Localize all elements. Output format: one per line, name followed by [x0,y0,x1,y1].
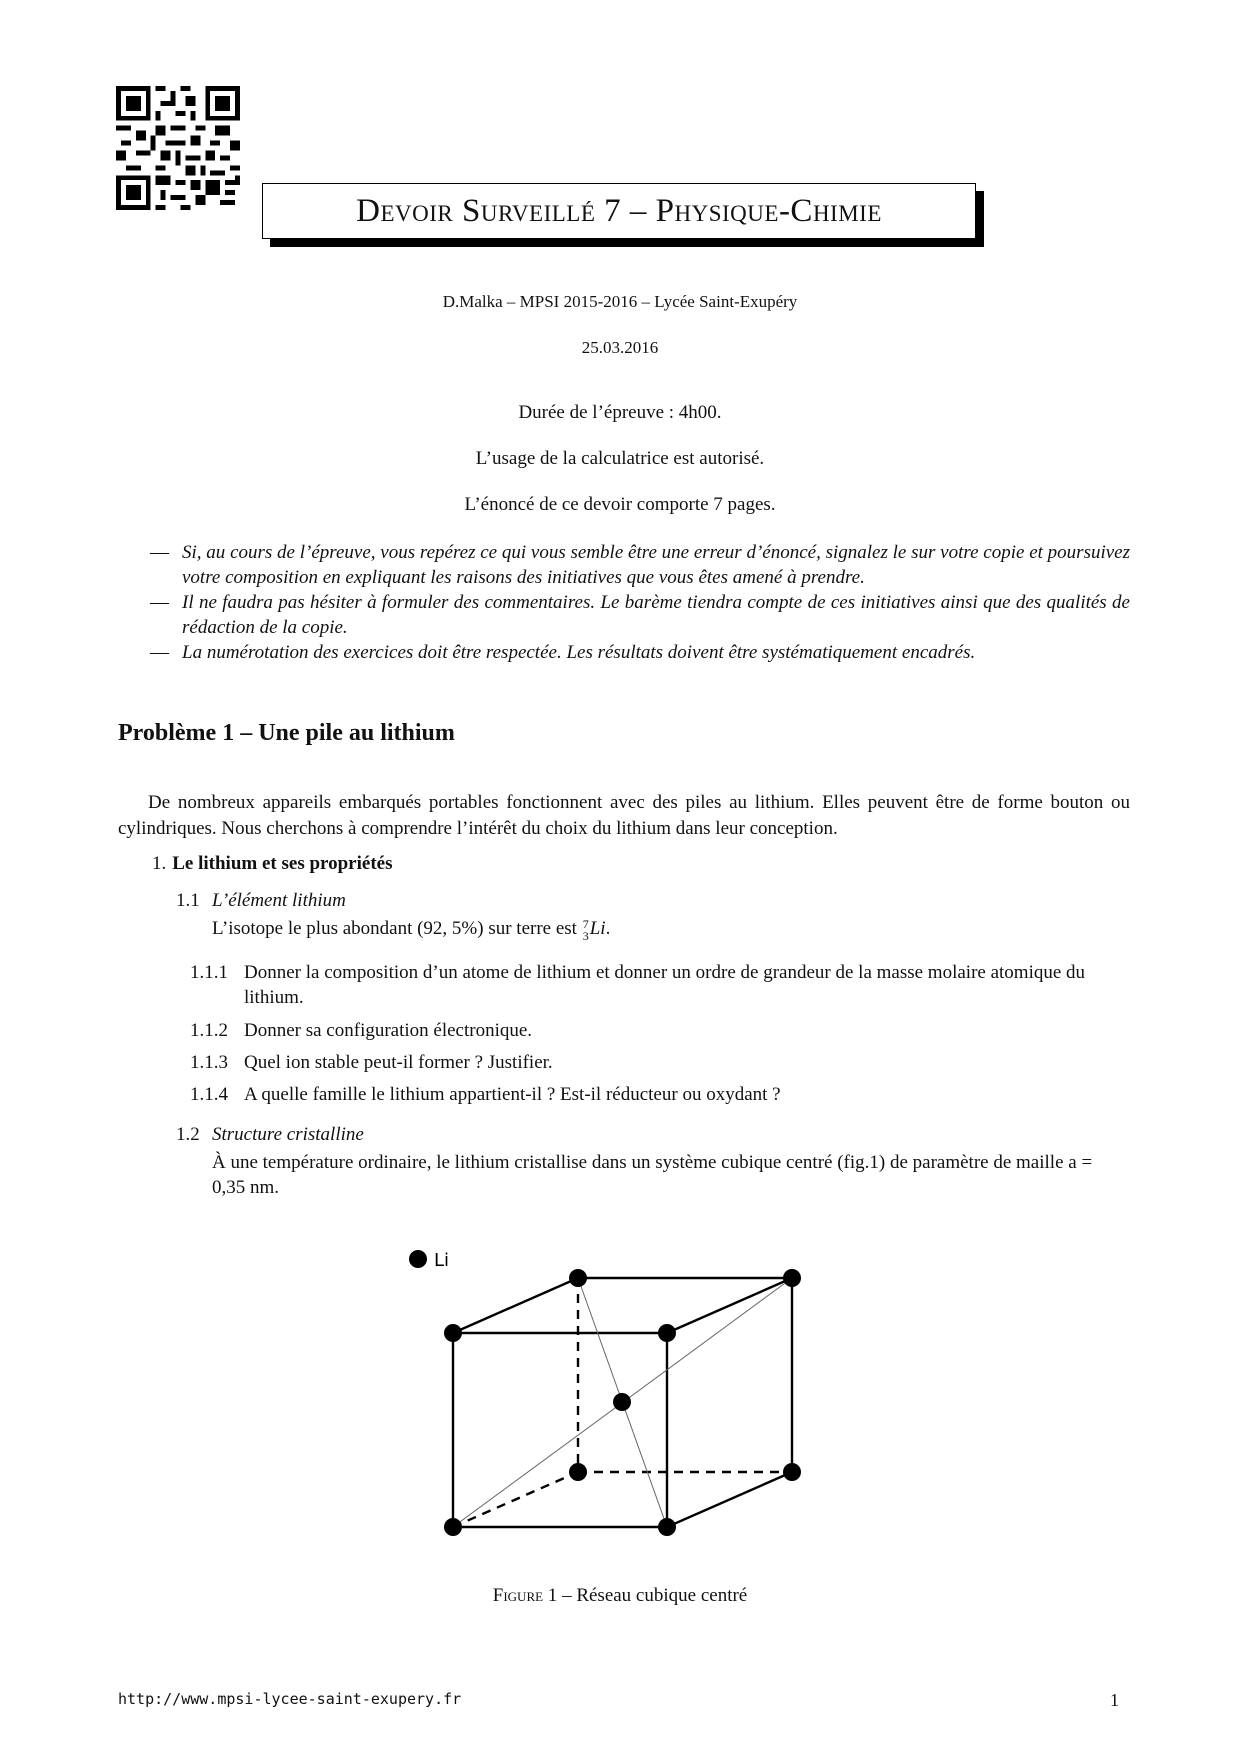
problem-title: Problème 1 – Une pile au lithium [118,720,455,746]
part1-number: 1. [152,853,167,874]
question-item [190,1018,1130,1043]
duration-text: Durée de l’épreuve : 4h00. [518,402,722,423]
mass-number: 7 [582,916,589,931]
question-number: 1.1.4 [190,1084,228,1105]
figure-caption-label: Figure 1 [492,1585,558,1606]
structure-text: À une température ordinaire, le lithium cristallise dans un système cubique centré (fig.1) de paramètre de maille a = 0,35 nm. [212,1152,1093,1198]
instruction-item: — La numérotation des exercices doit être respectée. Les résultats doivent être systématiquement encadrés. [150,640,1130,665]
isotope-text: L’isotope le plus abondant (92, 5%) sur terre est [212,918,582,939]
isotope-numbers [583,918,589,942]
isotope-symbol: Li [589,918,606,939]
footer-url[interactable]: http://www.mpsi-lycee-saint-exupery.fr [118,1690,462,1708]
qr-code-icon [116,86,240,210]
question-item [190,1082,1130,1107]
section-1-1-heading [176,890,346,912]
isotope-end: . [605,918,611,939]
question-number: 1.1.2 [190,1020,228,1041]
problem-intro: De nombreux appareils embarqués portables fonctionnent avec des piles au lithium. Elles peuvent être de forme bouton ou cylindriques. Nous cherchons à comprendre l’intérêt du choix du lithium dans leur conception. [118,792,1130,839]
section-1-1-title: L’élément lithium [212,890,346,911]
legend-label: Li [434,1250,450,1271]
question-number: 1.1.3 [190,1052,228,1073]
question-text: Donner la composition d’un atome de lithium et donner un ordre de grandeur de la masse molaire atomique du lithium. [244,962,1086,1008]
figure-caption [0,1585,1240,1607]
bcc-lattice-diagram [400,1240,820,1540]
pages-text: L’énoncé de ce devoir comporte 7 pages. [464,494,776,515]
page-number: 1 [1110,1690,1119,1710]
instruction-list [150,540,1130,665]
question-item [190,960,1130,1010]
instruction-item: — Il ne faudra pas hésiter à formuler des commentaires. Le barème tiendra compte de ces initiatives ainsi que des qualités de rédaction de la copie. [150,590,1130,640]
page-title: Devoir Surveillé 7 – Physique-Chimie [262,183,976,239]
section-1-2-heading [176,1124,364,1146]
figure-caption-text: – Réseau cubique centré [557,1585,748,1606]
question-text: Quel ion stable peut-il former ? Justifier. [244,1052,553,1073]
exam-date: 25.03.2016 [581,338,659,357]
isotope-sentence [212,916,610,942]
atomic-number: 3 [582,928,589,943]
part1-title: Le lithium et ses propriétés [172,853,393,874]
question-number: 1.1.1 [190,962,228,983]
section-1-1-number: 1.1 [176,890,200,911]
author-line: D.Malka – MPSI 2015-2016 – Lycée Saint-Exupéry [442,292,798,311]
title-frame [262,183,976,239]
calculator-text: L’usage de la calculatrice est autorisé. [475,448,765,469]
section-1-2-number: 1.2 [176,1124,200,1145]
question-text: A quelle famille le lithium appartient-il ? Est-il réducteur ou oxydant ? [244,1084,781,1105]
part1-heading [152,853,393,875]
question-text: Donner sa configuration électronique. [244,1020,533,1041]
section-1-2-title: Structure cristalline [212,1124,364,1145]
question-item [190,1050,1130,1075]
instruction-item: — Si, au cours de l’épreuve, vous repérez ce qui vous semble être une erreur d’énoncé, signalez le sur votre copie et poursuivez votre composition en expliquant les raisons des initiatives que vous êtes amené à prendre. [150,540,1130,590]
